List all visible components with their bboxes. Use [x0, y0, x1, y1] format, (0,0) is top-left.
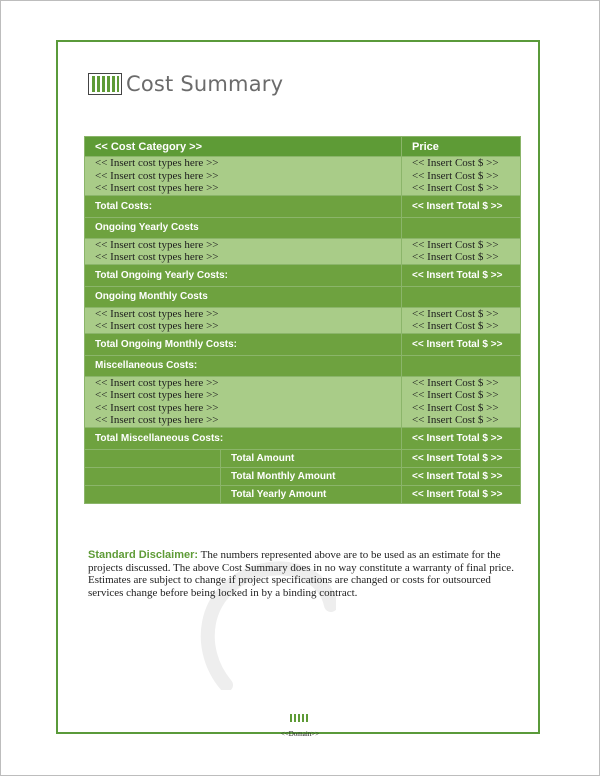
subtotal-row	[85, 333, 521, 355]
disclaimer	[88, 549, 520, 599]
grand-total-label: Total Amount	[221, 449, 402, 467]
cost-type-placeholder: << Insert cost types here >>	[95, 376, 219, 389]
cost-price-placeholder: << Insert Cost $ >>	[412, 320, 499, 332]
barcode-stripes-icon	[88, 73, 122, 95]
grand-total-value: << Insert Total $ >>	[402, 485, 521, 503]
cost-price-placeholder: << Insert Cost $ >>	[412, 401, 499, 414]
cost-items-row	[85, 238, 521, 264]
footer	[250, 714, 350, 741]
cost-price-placeholder: << Insert Cost $ >>	[412, 157, 499, 169]
cost-items-row	[85, 157, 521, 196]
cost-price-cell	[402, 376, 521, 427]
subtotal-row	[85, 195, 521, 217]
cost-price-placeholder: << Insert Cost $ >>	[412, 251, 499, 263]
cost-type-placeholder: << Insert cost types here >>	[95, 251, 219, 263]
subtotal-label: Total Ongoing Yearly Costs:	[85, 264, 402, 286]
column-header-category: << Cost Category >>	[85, 137, 402, 157]
cost-type-placeholder: << Insert cost types here >>	[95, 182, 219, 194]
grand-total-row	[85, 467, 521, 485]
cost-type-placeholder: << Insert cost types here >>	[95, 401, 219, 414]
section-heading: Ongoing Yearly Costs	[85, 217, 402, 238]
subtotal-row	[85, 264, 521, 286]
grand-total-row	[85, 485, 521, 503]
cost-type-cell	[85, 307, 402, 333]
cost-type-placeholder: << Insert cost types here >>	[95, 169, 219, 182]
cost-type-placeholder: << Insert cost types here >>	[95, 307, 219, 320]
grand-total-spacer	[85, 449, 221, 467]
subtotal-value: << Insert Total $ >>	[402, 264, 521, 286]
cost-price-cell	[402, 238, 521, 264]
cost-type-placeholder: << Insert cost types here >>	[95, 238, 219, 251]
grand-total-label: Total Yearly Amount	[221, 485, 402, 503]
cost-price-placeholder: << Insert Cost $ >>	[412, 182, 499, 194]
section-heading: Ongoing Monthly Costs	[85, 286, 402, 307]
cost-type-cell	[85, 238, 402, 264]
section-heading-price-cell	[402, 286, 521, 307]
cost-price-cell	[402, 307, 521, 333]
section-heading-row	[85, 286, 521, 307]
cost-type-placeholder: << Insert cost types here >>	[95, 157, 219, 169]
document-header	[88, 72, 283, 96]
grand-total-spacer	[85, 467, 221, 485]
cost-type-cell	[85, 376, 402, 427]
section-heading-price-cell	[402, 217, 521, 238]
grand-total-label: Total Monthly Amount	[221, 467, 402, 485]
subtotal-value: << Insert Total $ >>	[402, 333, 521, 355]
grand-total-spacer	[85, 485, 221, 503]
grand-total-row	[85, 449, 521, 467]
grand-total-value: << Insert Total $ >>	[402, 467, 521, 485]
disclaimer-label: Standard Disclaimer:	[88, 549, 199, 561]
cost-type-cell	[85, 157, 402, 196]
disclaimer-text: The numbers represented above are to be used as an estimate for the projects discussed. The above Cost Summary does in no way constitute a warranty of final price. Estimates are subject to change if project specifications are changed or costs for outsourced services change before being locked in by a binding contract.	[88, 549, 514, 599]
cost-price-placeholder: << Insert Cost $ >>	[412, 169, 499, 182]
cost-price-placeholder: << Insert Cost $ >>	[412, 376, 499, 389]
barcode-stripes-icon	[289, 714, 311, 722]
subtotal-label: Total Ongoing Monthly Costs:	[85, 333, 402, 355]
cost-price-placeholder: << Insert Cost $ >>	[412, 307, 499, 320]
cost-type-placeholder: << Insert cost types here >>	[95, 389, 219, 401]
cost-type-placeholder: << Insert cost types here >>	[95, 320, 219, 332]
cost-price-cell	[402, 157, 521, 196]
cost-price-placeholder: << Insert Cost $ >>	[412, 389, 499, 401]
subtotal-value: << Insert Total $ >>	[402, 195, 521, 217]
subtotal-label: Total Miscellaneous Costs:	[85, 427, 402, 449]
subtotal-row	[85, 427, 521, 449]
cost-items-row	[85, 307, 521, 333]
section-heading-price-cell	[402, 355, 521, 376]
subtotal-label: Total Costs:	[85, 195, 402, 217]
table-header-row	[85, 137, 521, 157]
cost-type-placeholder: << Insert cost types here >>	[95, 414, 219, 426]
page-title: Cost Summary	[126, 72, 284, 96]
footer-domain: <<Domain>>	[280, 730, 320, 738]
column-header-price: Price	[402, 137, 521, 157]
section-heading-row	[85, 217, 521, 238]
section-heading-row	[85, 355, 521, 376]
cost-price-placeholder: << Insert Cost $ >>	[412, 414, 499, 426]
section-heading: Miscellaneous Costs:	[85, 355, 402, 376]
grand-total-value: << Insert Total $ >>	[402, 449, 521, 467]
subtotal-value: << Insert Total $ >>	[402, 427, 521, 449]
cost-price-placeholder: << Insert Cost $ >>	[412, 238, 499, 251]
cost-items-row	[85, 376, 521, 427]
cost-summary-table	[84, 136, 521, 504]
